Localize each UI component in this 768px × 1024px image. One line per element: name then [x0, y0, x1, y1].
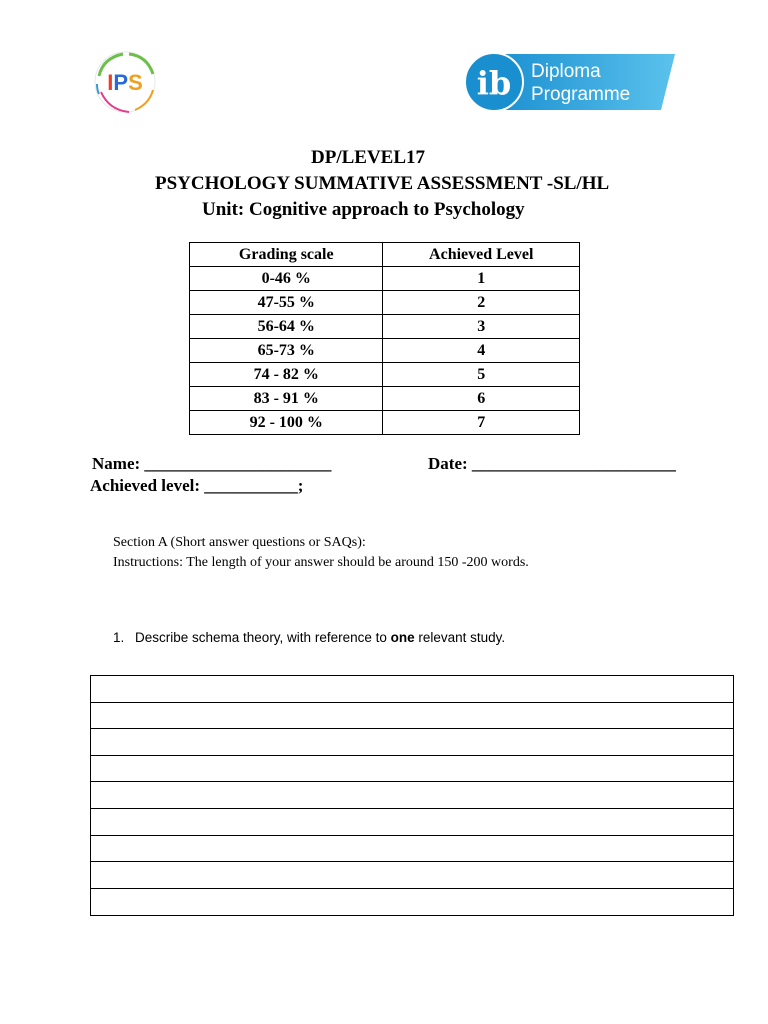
grading-scale-table — [189, 242, 580, 435]
level-value: 6 — [383, 387, 580, 411]
level-value: 4 — [383, 339, 580, 363]
table-row — [190, 411, 580, 435]
grading-range: 56-64 % — [190, 315, 383, 339]
answer-line[interactable] — [91, 862, 733, 889]
table-row — [190, 339, 580, 363]
date-field[interactable]: Date: ________________________ — [428, 454, 676, 473]
ib-diploma-logo — [463, 52, 677, 112]
grading-range: 92 - 100 % — [190, 411, 383, 435]
name-field[interactable]: Name: ______________________ — [92, 454, 332, 473]
level-value: 2 — [383, 291, 580, 315]
grading-scale-header: Grading scale — [190, 243, 383, 267]
table-row — [190, 315, 580, 339]
section-a-block — [113, 533, 529, 573]
table-row — [190, 291, 580, 315]
level-value: 1 — [383, 267, 580, 291]
question-number: 1. — [113, 630, 125, 645]
answer-line[interactable] — [91, 703, 733, 730]
svg-text:Programme: Programme — [531, 84, 631, 105]
grading-range: 65-73 % — [190, 339, 383, 363]
answer-line[interactable] — [91, 756, 733, 783]
question-text-before: Describe schema theory, with reference to — [135, 630, 391, 645]
table-row — [190, 363, 580, 387]
grading-range: 47-55 % — [190, 291, 383, 315]
grading-range: 0-46 % — [190, 267, 383, 291]
class-level-heading: DP/LEVEL17 — [311, 147, 426, 168]
section-title: Section A (Short answer questions or SAQs): — [113, 535, 366, 550]
level-value: 5 — [383, 363, 580, 387]
grading-range: 74 - 82 % — [190, 363, 383, 387]
answer-line[interactable] — [91, 676, 733, 703]
ips-logo-text: IPS — [107, 70, 143, 95]
svg-text:ib: ib — [476, 64, 512, 102]
question-emphasis: one — [390, 630, 415, 645]
assessment-title: PSYCHOLOGY SUMMATIVE ASSESSMENT -SL/HL — [155, 173, 610, 194]
table-row — [190, 267, 580, 291]
unit-title: Unit: Cognitive approach to Psychology — [202, 199, 525, 220]
level-value: 3 — [383, 315, 580, 339]
svg-text:Diploma: Diploma — [531, 61, 601, 82]
grading-range: 83 - 91 % — [190, 387, 383, 411]
answer-box[interactable] — [90, 675, 734, 916]
table-row — [190, 387, 580, 411]
question-text-after: relevant study. — [414, 630, 506, 645]
achieved-level-header: Achieved Level — [383, 243, 580, 267]
ips-logo — [89, 46, 161, 118]
answer-line[interactable] — [91, 836, 733, 863]
table-header-row — [190, 243, 580, 267]
answer-line[interactable] — [91, 809, 733, 836]
achieved-level-field[interactable]: Achieved level: ___________; — [90, 476, 304, 495]
section-instructions: Instructions: The length of your answer should be around 150 -200 words. — [113, 555, 529, 570]
answer-line[interactable] — [91, 782, 733, 809]
level-value: 7 — [383, 411, 580, 435]
question-1 — [113, 630, 505, 645]
answer-line[interactable] — [91, 889, 733, 916]
answer-line[interactable] — [91, 729, 733, 756]
